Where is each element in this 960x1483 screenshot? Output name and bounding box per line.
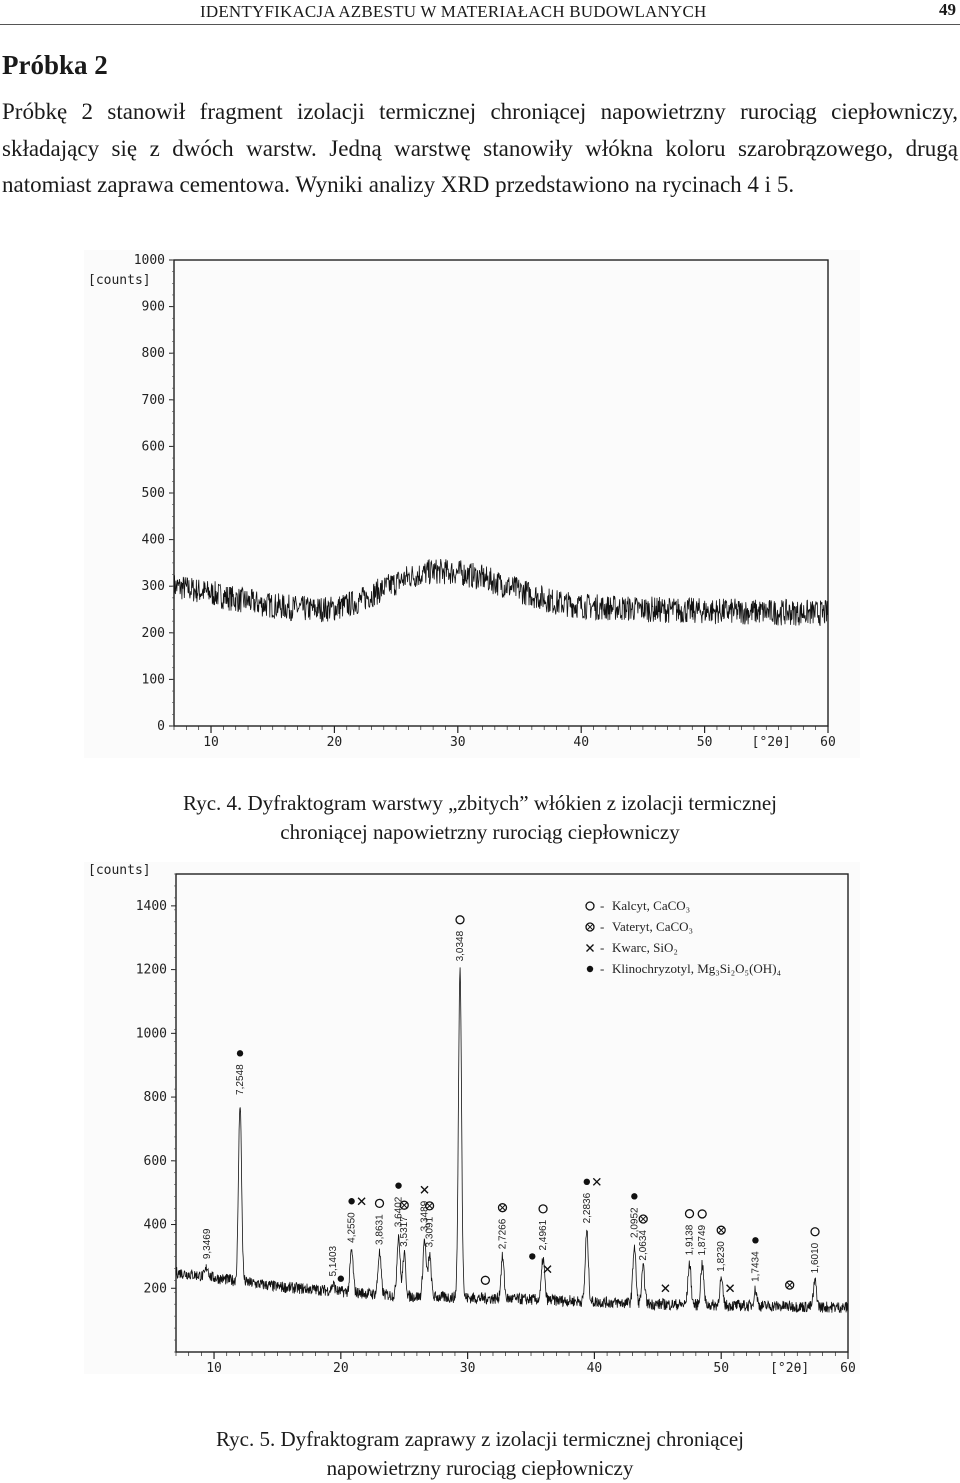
peak-marker — [348, 1198, 354, 1204]
peak-marker — [237, 1050, 243, 1056]
figure-5-caption-line1: Ryc. 5. Dyfraktogram zaprawy z izolacji termicznej chroniącej — [216, 1427, 744, 1451]
fig4-x-tick-label: 20 — [326, 735, 343, 750]
quartz-marker-icon — [421, 1186, 428, 1193]
legend-dash: - — [600, 940, 605, 955]
fig5-y-tick-label: 1400 — [135, 898, 167, 914]
fig5-x-tick-label: 10 — [206, 1361, 222, 1374]
fig4-x-unit-label: [°2θ] — [751, 735, 791, 750]
legend-entry-label: Kalcyt, CaCO₃ — [612, 898, 691, 913]
legend-dash: - — [600, 919, 605, 934]
fig5-x-unit-label: [°2θ] — [770, 1361, 810, 1374]
peak-label: 3,5317 — [399, 1216, 411, 1247]
fig4-y-tick-label: 1000 — [133, 253, 165, 268]
fig4-x-tick-label: 60 — [820, 735, 836, 750]
figure-5-caption-line2: napowietrzny rurociąg ciepłowniczy — [326, 1456, 634, 1480]
clinochrysotile-marker-icon — [631, 1193, 637, 1199]
figure-5-svg — [84, 862, 860, 1374]
vaterite-cross-icon — [587, 924, 593, 930]
section-heading: Próbka 2 — [2, 50, 108, 80]
peak-marker — [752, 1237, 758, 1243]
clinochrysotile-marker-icon — [237, 1050, 243, 1056]
vaterite-cross-icon — [500, 1205, 506, 1211]
peak-label: 2,0952 — [629, 1207, 641, 1238]
clinochrysotile-marker-icon — [752, 1237, 758, 1243]
clinochrysotile-marker-icon — [529, 1253, 535, 1259]
phase-marker — [481, 1276, 489, 1284]
peak-marker — [358, 1198, 365, 1205]
clinochrysotile-marker-icon — [587, 966, 593, 972]
peak-label: 1,6010 — [810, 1242, 822, 1274]
fig4-x-tick-label: 30 — [449, 735, 466, 750]
calcite-marker-icon — [481, 1276, 489, 1284]
figure-5-chart — [84, 862, 860, 1374]
quartz-marker-icon — [593, 1178, 600, 1185]
fig5-x-tick-label: 40 — [586, 1361, 603, 1374]
legend-symbol — [586, 902, 594, 910]
calcite-marker-icon — [376, 1199, 384, 1207]
calcite-marker-icon — [686, 1210, 694, 1218]
fig4-y-axis-label: [counts] — [88, 273, 151, 288]
page-number: 49 — [939, 0, 956, 19]
peak-label: 3,3091 — [424, 1216, 436, 1248]
phase-marker — [338, 1276, 344, 1282]
legend-symbol — [587, 966, 593, 972]
quartz-marker-icon — [727, 1285, 734, 1292]
peak-marker — [686, 1210, 694, 1218]
peak-label: 2,0634 — [638, 1230, 650, 1261]
fig5-y-tick-label: 400 — [143, 1217, 167, 1233]
peak-marker — [498, 1204, 506, 1212]
fig5-y-axis-label: [counts] — [88, 863, 151, 878]
peak-label: 4,2550 — [346, 1212, 358, 1243]
running-head — [0, 0, 960, 25]
figure-4-caption-line2: chroniącej napowietrzny rurociąg ciepłowniczy — [280, 820, 680, 844]
phase-marker — [544, 1266, 551, 1273]
fig4-x-tick-label: 10 — [203, 735, 219, 750]
phase-marker — [662, 1285, 669, 1292]
peak-label: 5,1403 — [328, 1245, 340, 1277]
fig5-plot-frame — [176, 874, 848, 1352]
fig4-y-tick-label: 200 — [141, 625, 165, 641]
clinochrysotile-marker-icon — [584, 1179, 590, 1185]
peak-marker — [539, 1205, 547, 1213]
legend-dash: - — [600, 961, 605, 976]
fig5-x-tick-label: 20 — [333, 1361, 349, 1374]
vaterite-cross-icon — [640, 1216, 646, 1222]
peak-label: 1,7434 — [750, 1251, 762, 1282]
legend-entry-label: Vateryt, CaCO₃ — [612, 919, 694, 934]
phase-marker — [786, 1281, 794, 1289]
peak-label: 7,2548 — [235, 1064, 247, 1095]
peak-marker — [717, 1226, 725, 1234]
fig4-y-tick-label: 500 — [141, 486, 165, 501]
legend-entry-label: Klinochryzotyl, Mg₃Si₂O₅(OH)₄ — [612, 961, 782, 976]
legend-symbol — [587, 945, 594, 952]
quartz-marker-icon — [544, 1266, 551, 1273]
fig4-y-tick-label: 700 — [141, 392, 165, 408]
fig5-series-line — [176, 967, 848, 1313]
peak-marker — [421, 1186, 428, 1193]
peak-marker — [811, 1228, 819, 1236]
peak-label: 9,3469 — [202, 1228, 214, 1260]
peak-label: 1,8749 — [697, 1224, 709, 1256]
running-head-title: IDENTYFIKACJA AZBESTU W MATERIAŁACH BUDOWLANYCH — [200, 2, 707, 21]
quartz-marker-icon — [358, 1198, 365, 1205]
fig5-x-tick-label: 30 — [459, 1361, 476, 1374]
peak-label: 3,6402 — [393, 1196, 405, 1228]
figure-4-chart — [84, 250, 860, 758]
peak-label: 1,8230 — [716, 1241, 728, 1272]
peak-marker — [631, 1193, 637, 1199]
peak-marker — [593, 1178, 600, 1185]
calcite-marker-icon — [539, 1205, 547, 1213]
clinochrysotile-marker-icon — [338, 1276, 344, 1282]
peak-marker — [639, 1215, 647, 1223]
quartz-marker-icon — [662, 1285, 669, 1292]
fig4-y-tick-label: 400 — [141, 532, 165, 548]
fig4-y-tick-label: 300 — [141, 579, 165, 595]
fig4-series-line — [174, 559, 828, 626]
fig4-y-tick-label: 600 — [141, 439, 165, 455]
clinochrysotile-marker-icon — [348, 1198, 354, 1204]
fig4-y-tick-label: 800 — [141, 346, 165, 362]
fig4-y-tick-label: 100 — [141, 672, 165, 688]
fig4-y-tick-label: 900 — [141, 299, 165, 315]
fig4-x-tick-label: 40 — [573, 735, 590, 750]
fig4-x-tick-label: 50 — [696, 735, 713, 750]
body-paragraph: Próbkę 2 stanowił fragment izolacji termicznej chroniącej napowietrzny rurociąg ciepłowniczy, składający się z dwóch warstw. Jedną warstwę stanowiły włókna koloru szarobrązowego, drugą natomiast zaprawa cementowa. Wyniki analizy XRD przedstawiono na rycinach 4 i 5. — [2, 99, 958, 197]
vaterite-cross-icon — [718, 1227, 724, 1233]
figure-4-caption-line1: Ryc. 4. Dyfraktogram warstwy „zbitych” włókien z izolacji termicznej — [183, 791, 777, 815]
fig4-plot-frame — [174, 260, 828, 726]
vaterite-cross-icon — [787, 1282, 793, 1288]
calcite-marker-icon — [456, 916, 464, 924]
fig5-x-tick-label: 50 — [713, 1361, 730, 1374]
quartz-marker-icon — [587, 945, 594, 952]
calcite-marker-icon — [586, 902, 594, 910]
peak-label: 3,8631 — [374, 1214, 386, 1245]
calcite-marker-icon — [811, 1228, 819, 1236]
peak-marker — [584, 1179, 590, 1185]
phase-marker — [529, 1253, 535, 1259]
phase-marker — [727, 1285, 734, 1292]
legend-entry-label: Kwarc, SiO₂ — [612, 940, 678, 955]
peak-label: 1,9138 — [684, 1224, 696, 1256]
peak-label: 3,3489 — [419, 1200, 431, 1232]
clinochrysotile-marker-icon — [395, 1182, 401, 1188]
fig5-y-tick-label: 800 — [143, 1090, 167, 1106]
peak-marker — [376, 1199, 384, 1207]
figure-4-svg — [84, 250, 860, 758]
calcite-marker-icon — [698, 1210, 706, 1218]
fig5-x-tick-label: 60 — [840, 1361, 856, 1374]
peak-marker — [698, 1210, 706, 1218]
fig4-y-tick-label: 0 — [157, 719, 165, 734]
fig5-legend — [600, 898, 782, 976]
peak-marker — [456, 916, 464, 924]
peak-marker — [395, 1182, 401, 1188]
fig5-y-tick-label: 1000 — [135, 1026, 167, 1042]
peak-label: 2,4961 — [538, 1219, 550, 1251]
fig5-y-tick-label: 200 — [143, 1281, 167, 1297]
peak-label: 3,0348 — [455, 930, 467, 962]
fig5-y-tick-label: 600 — [143, 1153, 167, 1169]
peak-label: 2,2836 — [581, 1192, 593, 1224]
legend-dash: - — [600, 898, 605, 913]
fig5-y-tick-label: 1200 — [135, 962, 167, 978]
legend-symbol — [586, 923, 594, 931]
peak-label: 2,7266 — [497, 1218, 509, 1250]
